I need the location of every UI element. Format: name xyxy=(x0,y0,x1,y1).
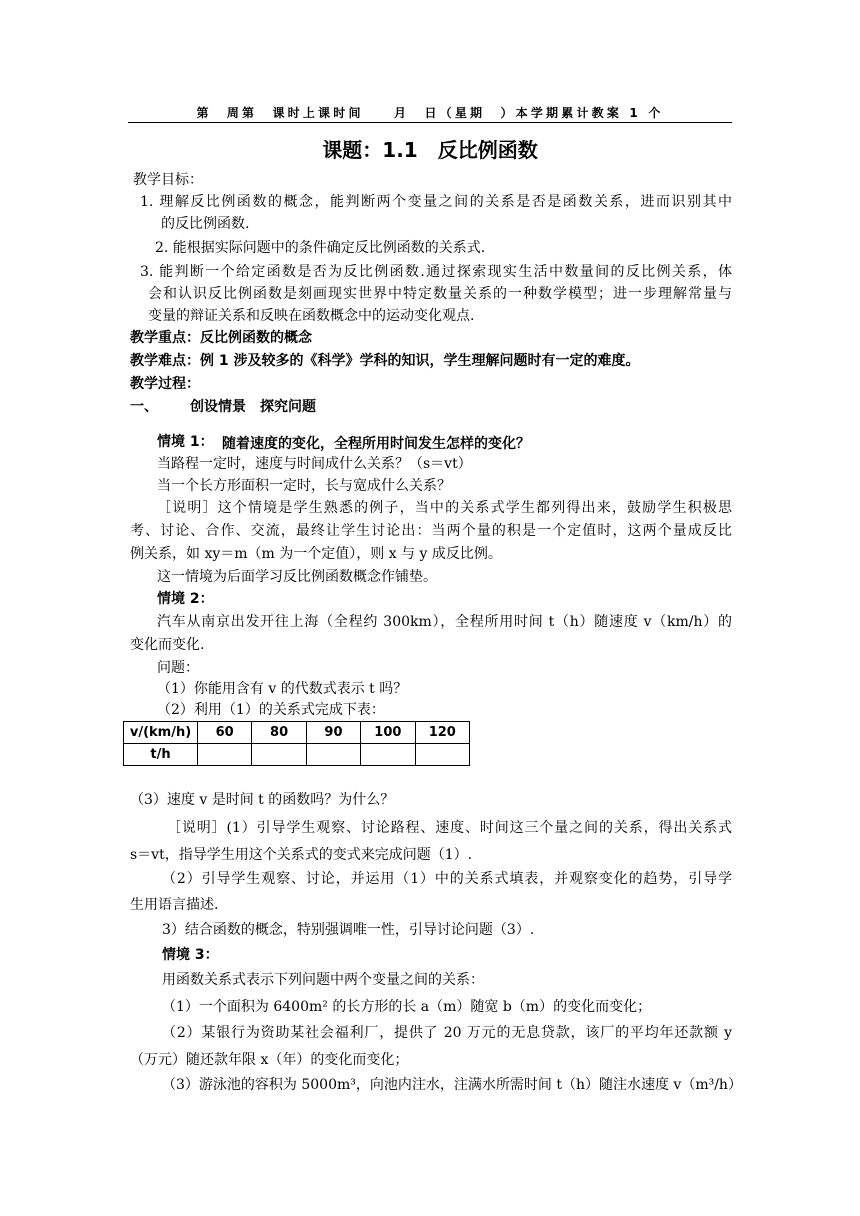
scenario-2-note-1-line-2: s＝vt，指导学生用这个关系式的变式来完成问题（1）. xyxy=(130,847,473,863)
page-title: 课题：1.1 反比例函数 xyxy=(322,138,538,162)
scenario-3-problem-3: （3）游泳池的容积为 5000m³，向池内注水，注满水所需时间 t（h）随注水速度 v（m³/h） xyxy=(162,1077,742,1093)
table-cell: 100 xyxy=(361,722,415,744)
table-cell: 120 xyxy=(415,722,469,744)
key-point: 教学重点：反比例函数的概念 xyxy=(130,330,312,346)
objectives-heading: 教学目标： xyxy=(133,172,203,188)
scenario-2-question-2: （2）利用（1）的关系式完成下表： xyxy=(157,702,385,718)
scenario-3-problem-1: （1）一个面积为 6400m² 的长方形的长 a（m）随宽 b（m）的变化而变化； xyxy=(162,999,652,1015)
scenario-3-problem-2-line-2: （万元）随还款年限 x（年）的变化而变化； xyxy=(130,1052,409,1068)
scenario-1-note-line-3: 例关系，如 xy＝m（m 为一个定值），则 x 与 y 成反比例。 xyxy=(130,546,502,562)
scenario-2-note-3: 3）结合函数的概念，特别强调唯一性，引导讨论问题（3）. xyxy=(162,922,535,938)
table-cell: t/h xyxy=(124,744,198,766)
table-cell: 80 xyxy=(252,722,306,744)
header-divider xyxy=(128,122,732,123)
table-cell xyxy=(306,744,360,766)
scenario-3-problem-2-line-1: （2）某银行为资助某社会福利厂，提供了 20 万元的无息贷款，该厂的平均年还款额 y xyxy=(162,1025,732,1041)
table-row xyxy=(124,722,470,744)
section-1-title: 创设情景 探究问题 xyxy=(190,399,316,415)
scenario-2-question-3: （3）速度 v 是时间 t 的函数吗？为什么？ xyxy=(130,792,395,808)
scenario-2-question-label: 问题： xyxy=(157,660,199,676)
scenario-1-note-line-2: 考、讨论、合作、交流，最终让学生讨论出：当两个量的积是一个定值时，这两个量成反比 xyxy=(130,523,732,539)
table-cell xyxy=(361,744,415,766)
scenario-2-note-2-line-1: （2）引导学生观察、讨论，并运用（1）中的关系式填表，并观察变化的趋势，引导学 xyxy=(162,871,732,887)
table-cell: 60 xyxy=(198,722,252,744)
scenario-2-label: 情境 2： xyxy=(157,591,214,607)
scenario-3-intro: 用函数关系式表示下列问题中两个变量之间的关系： xyxy=(162,972,484,988)
scenario-2-note-2-line-2: 生用语言描述. xyxy=(130,897,219,913)
objective-1-line-2: 的反比例函数. xyxy=(161,216,250,232)
scenario-1-line-1: 当路程一定时，速度与时间成什么关系？（s＝vt） xyxy=(157,456,472,472)
table-cell xyxy=(252,744,306,766)
objective-2: 2. 能根据实际问题中的条件确定反比例函数的关系式. xyxy=(155,240,486,256)
section-1-number: 一、 xyxy=(130,399,158,415)
scenario-1-line-2: 当一个长方形面积一定时，长与宽成什么关系？ xyxy=(157,478,451,494)
difficulty: 教学难点：例 1 涉及较多的《科学》学科的知识，学生理解问题时有一定的难度。 xyxy=(130,353,640,369)
lesson-header: 第 周第 课时上课时间 月 日（星期 ）本学期累计教案 1 个 xyxy=(196,106,664,120)
table-cell xyxy=(415,744,469,766)
scenario-1-summary: 这一情境为后面学习反比例函数概念作铺垫。 xyxy=(157,569,437,585)
scenario-1-question: 随着速度的变化，全程所用时间发生怎样的变化？ xyxy=(222,436,530,452)
scenario-3-label: 情境 3： xyxy=(162,947,219,963)
scenario-2-question-1: （1）你能用含有 v 的代数式表示 t 吗？ xyxy=(157,681,408,697)
scenario-2-note-1-line-1: ［说明］(1）引导学生观察、讨论路程、速度、时间这三个量之间的关系，得出关系式 xyxy=(167,820,732,836)
objective-1-line-1: 1. 理解反比例函数的概念，能判断两个变量之间的关系是否是函数关系，进而识别其中 xyxy=(140,194,732,210)
process-heading: 教学过程： xyxy=(130,376,200,392)
scenario-2-text-line-2: 变化而变化. xyxy=(130,637,205,653)
objective-3-line-1: 3. 能判断一个给定函数是否为反比例函数.通过探索现实生活中数量间的反比例关系，体 xyxy=(140,264,732,280)
table-cell xyxy=(198,744,252,766)
table-cell: v/(km/h) xyxy=(124,722,198,744)
scenario-2-text-line-1: 汽车从南京出发开往上海（全程约 300km），全程所用时间 t（h）随速度 v（km/h）的 xyxy=(157,614,732,630)
speed-time-table xyxy=(123,721,470,766)
objective-3-line-3: 变量的辩证关系和反映在函数概念中的运动变化观点. xyxy=(148,308,475,324)
scenario-1-note-line-1: ［说明］这个情境是学生熟悉的例子，当中的关系式学生都列得出来，鼓励学生积极思 xyxy=(157,500,732,516)
objective-3-line-2: 会和认识反比例函数是刻画现实世界中特定数量关系的一种数学模型；进一步理解常量与 xyxy=(148,286,732,302)
table-cell: 90 xyxy=(306,722,360,744)
scenario-1-label: 情境 1： xyxy=(157,434,214,450)
table-row xyxy=(124,744,470,766)
